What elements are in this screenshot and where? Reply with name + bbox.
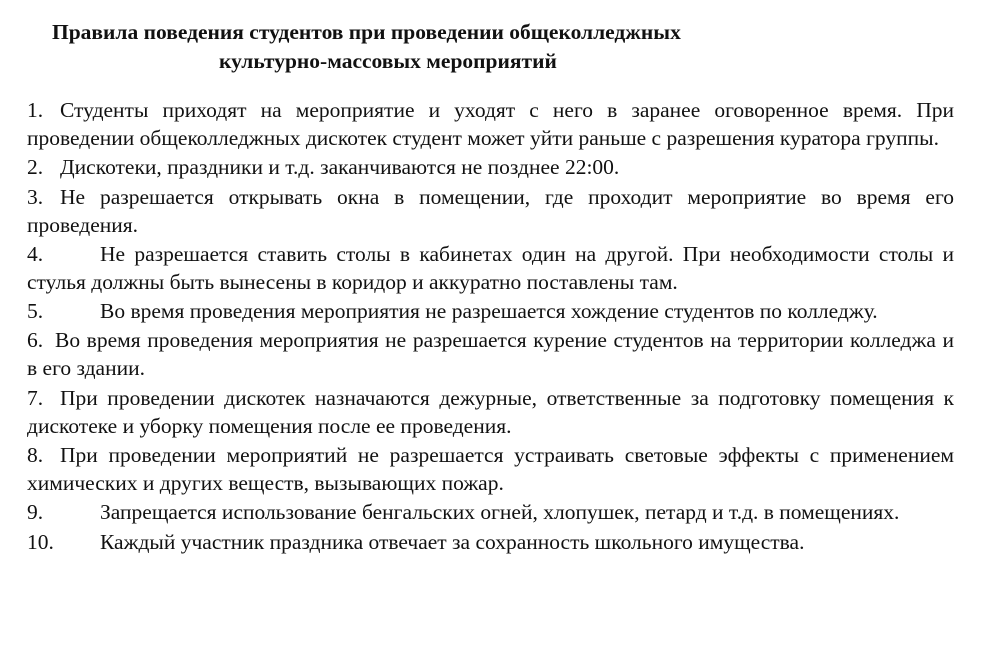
rule-number: 7. <box>27 385 44 410</box>
rule-item-7 <box>27 384 954 440</box>
rule-item-10 <box>27 528 954 556</box>
rule-number: 4. <box>27 241 44 266</box>
rule-number: 5. <box>27 299 44 324</box>
rule-item-6 <box>27 326 954 382</box>
rule-number: 9. <box>27 500 44 525</box>
rule-number: 3. <box>27 184 44 209</box>
rule-text: Студенты приходят на мероприятие и уходят с него в заранее оговоренное время. При проведении общеколледжных дискотек студент может уйти раньше с разрешения куратора группы. <box>27 98 954 150</box>
rule-number: 1. <box>27 98 44 122</box>
rule-number: 6. <box>27 328 44 353</box>
rule-number: 8. <box>27 443 44 468</box>
title-line-1: Правила поведения студентов при проведении общеколледжных <box>52 20 681 45</box>
rule-item-1 <box>27 96 954 152</box>
document-title <box>0 18 985 76</box>
rule-number: 2. <box>27 155 44 180</box>
rule-text: Во время проведения мероприятия не разрешается курение студентов на территории колледжа и в его здании. <box>27 328 954 381</box>
rule-text: Не разрешается открывать окна в помещении, где проходит мероприятие во время его проведения. <box>27 184 954 237</box>
rule-item-3 <box>27 183 954 239</box>
rule-item-2 <box>27 153 954 181</box>
rule-text: Не разрешается ставить столы в кабинетах один на другой. При необходимости столы и стулья должны быть вынесены в коридор и аккуратно поставлены там. <box>27 241 954 294</box>
title-line-2: культурно-массовых мероприятий <box>219 49 557 74</box>
rule-text: Дискотеки, праздники и т.д. заканчиваются не позднее 22:00. <box>60 155 620 180</box>
rule-number: 10. <box>27 529 54 554</box>
rule-text: При проведении мероприятий не разрешается устраивать световые эффекты с применением химических и других веществ, вызывающих пожар. <box>27 443 954 496</box>
rule-item-8 <box>27 441 954 497</box>
rules-list <box>27 96 954 557</box>
rule-text: Во время проведения мероприятия не разрешается хождение студентов по колледжу. <box>100 299 878 324</box>
rule-item-9 <box>27 498 954 526</box>
rule-item-5 <box>27 297 954 325</box>
rule-text: При проведении дискотек назначаются дежурные, ответственные за подготовку помещения к дискотеке и уборку помещения после ее проведения. <box>27 385 954 438</box>
rule-text: Запрещается использование бенгальских огней, хлопушек, петард и т.д. в помещениях. <box>100 500 900 525</box>
rule-text: Каждый участник праздника отвечает за сохранность школьного имущества. <box>100 529 805 554</box>
rule-item-4 <box>27 240 954 296</box>
